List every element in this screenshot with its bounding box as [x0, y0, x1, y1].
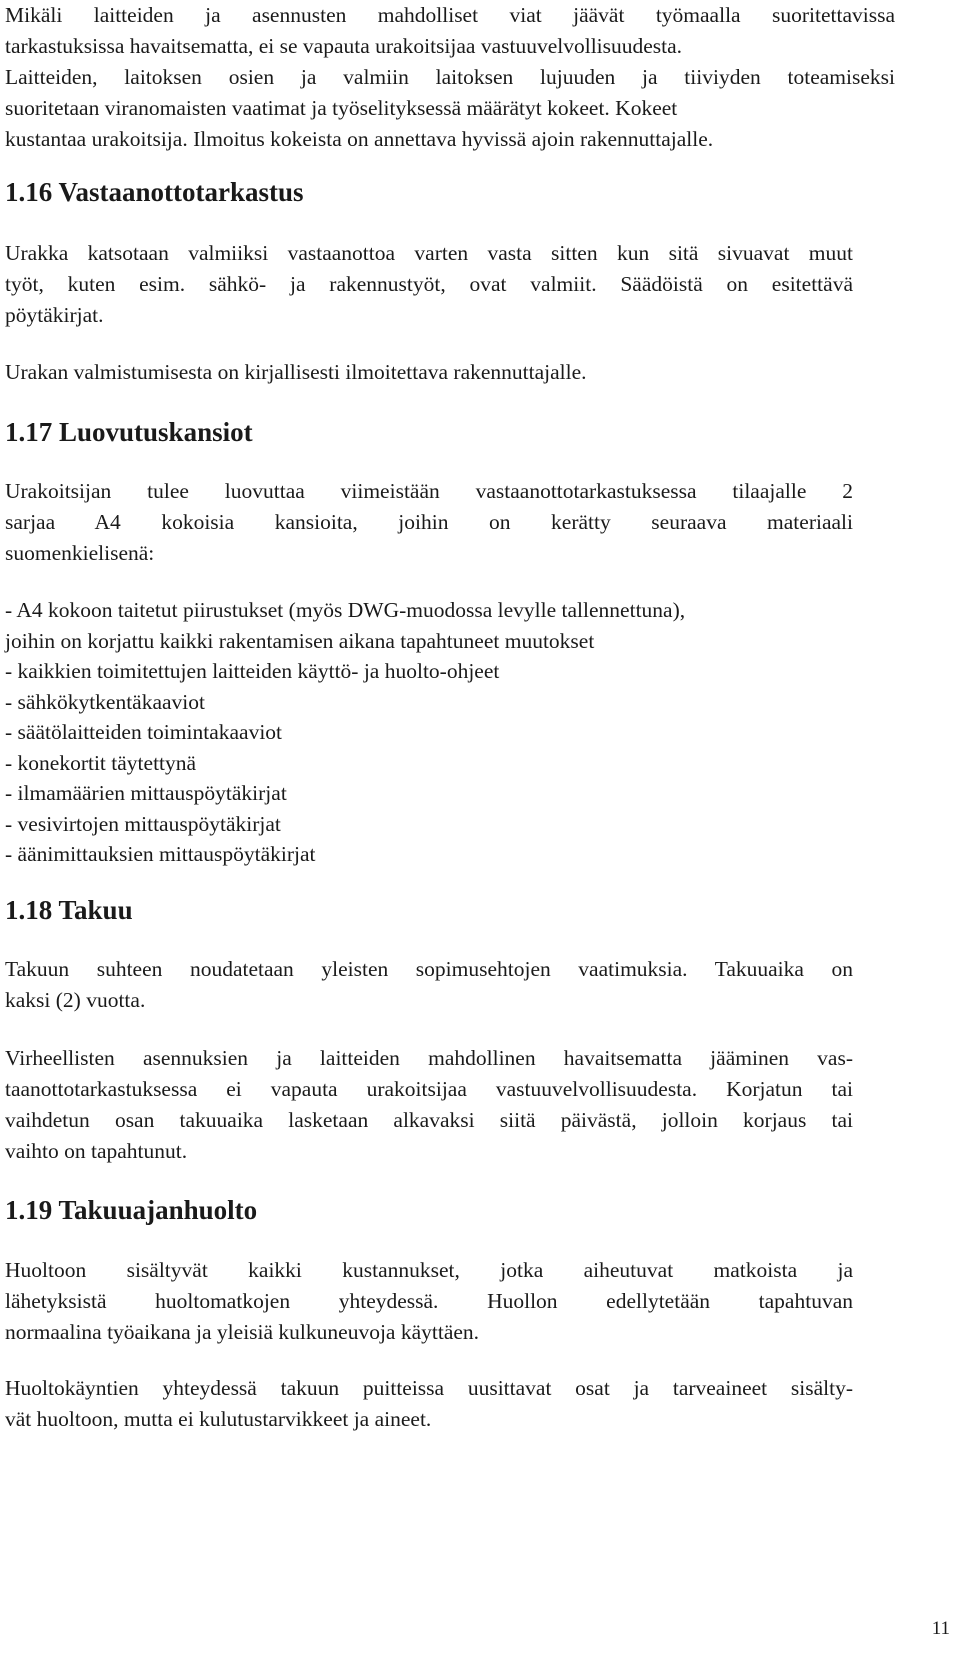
text-line: taanottotarkastuksessa ei vapauta urakoitsijaa vastuuvelvollisuudesta. Korjatun tai [5, 1077, 853, 1101]
text-line: vaihdetun osan takuuaika lasketaan alkavaksi siitä päivästä, jolloin korjaus tai [5, 1108, 853, 1132]
text-line: pöytäkirjat. [5, 303, 104, 327]
text-line: vät huoltoon, mutta ei kulutustarvikkeet ja aineet. [5, 1407, 432, 1431]
section-1-17-paragraph-1 [5, 476, 853, 569]
list-item: - sähkökytkentäkaaviot [5, 689, 206, 714]
list-item: - kaikkien toimitettujen laitteiden käyttö- ja huolto-ohjeet [5, 659, 500, 683]
list-item: - A4 kokoon taitetut piirustukset (myös DWG-muodossa levylle tallennettuna), [5, 598, 686, 622]
text-line: työt, kuten esim. sähkö- ja rakennustyöt, ovat valmiit. Säädöistä on esitettävä [5, 272, 853, 296]
text-line: Huoltokäyntien yhteydessä takuun puitteissa uusittavat osat ja tarveaineet sisälty- [5, 1376, 853, 1400]
text-line: vaihto on tapahtunut. [5, 1139, 188, 1163]
text-line: tarkastuksissa havaitsematta, ei se vapauta urakoitsijaa vastuuvelvollisuudesta. [5, 34, 683, 58]
section-heading-1-17: 1.17 Luovutuskansiot [5, 417, 253, 447]
list-item-continuation: joihin on korjattu kaikki rakentamisen aikana tapahtuneet muutokset [5, 628, 595, 653]
text-line: suoritetaan viranomaisten vaatimat ja työselityksessä määrätyt kokeet. Kokeet [5, 96, 678, 120]
text-line: kaksi (2) vuotta. [5, 988, 146, 1012]
section-1-16-paragraph-2 [5, 357, 853, 388]
text-line: lähetyksistä huoltomatkojen yhteydessä. Huollon edellytetään tapahtuvan [5, 1289, 853, 1313]
list-item: - säätölaitteiden toimintakaaviot [5, 720, 283, 744]
text-line: kustantaa urakoitsija. Ilmoitus kokeista on annettava hyvissä ajoin rakennuttajalle. [5, 127, 714, 151]
section-1-19-paragraph-2 [5, 1373, 853, 1435]
text-line: Urakan valmistumisesta on kirjallisesti ilmoitettava rakennuttajalle. [5, 360, 587, 384]
text-line: Urakoitsijan tulee luovuttaa viimeistään vastaanottotarkastuksessa tilaajalle 2 [5, 479, 853, 503]
list-item: - äänimittauksien mittauspöytäkirjat [5, 842, 316, 866]
page-number: 11 [931, 1618, 950, 1639]
list-item: - vesivirtojen mittauspöytäkirjat [5, 811, 281, 836]
intro-paragraph [5, 0, 895, 155]
text-line: suomenkielisenä: [5, 541, 155, 565]
section-1-19-paragraph-1 [5, 1255, 853, 1348]
section-1-18-paragraph-1 [5, 954, 853, 1016]
text-line: Takuun suhteen noudatetaan yleisten sopimusehtojen vaatimuksia. Takuuaika on [5, 957, 853, 981]
section-heading-1-19: 1.19 Takuuajanhuolto [5, 1195, 258, 1225]
text-line: Urakka katsotaan valmiiksi vastaanottoa varten vasta sitten kun sitä sivuavat muut [5, 241, 853, 265]
section-heading-1-18: 1.18 Takuu [5, 895, 133, 925]
deliverables-list [5, 595, 685, 870]
text-line: Huoltoon sisältyvät kaikki kustannukset, jotka aiheutuvat matkoista ja [5, 1258, 853, 1282]
list-item: - konekortit täytettynä [5, 750, 197, 775]
text-line: Laitteiden, laitoksen osien ja valmiin laitoksen lujuuden ja tiiviyden toteamiseksi [5, 65, 895, 89]
list-item: - ilmamäärien mittauspöytäkirjat [5, 781, 287, 805]
text-line: normaalina työaikana ja yleisiä kulkuneuvoja käyttäen. [5, 1320, 480, 1344]
text-line: Mikäli laitteiden ja asennusten mahdolliset viat jäävät työmaalla suoritettavissa [5, 3, 895, 27]
section-1-18-paragraph-2 [5, 1043, 853, 1167]
section-heading-1-16: 1.16 Vastaanottotarkastus [5, 177, 304, 207]
text-line: Virheellisten asennuksien ja laitteiden mahdollinen havaitsematta jääminen vas- [5, 1046, 853, 1070]
text-line: sarjaa A4 kokoisia kansioita, joihin on kerätty seuraava materiaali [5, 510, 853, 534]
section-1-16-paragraph-1 [5, 238, 853, 331]
